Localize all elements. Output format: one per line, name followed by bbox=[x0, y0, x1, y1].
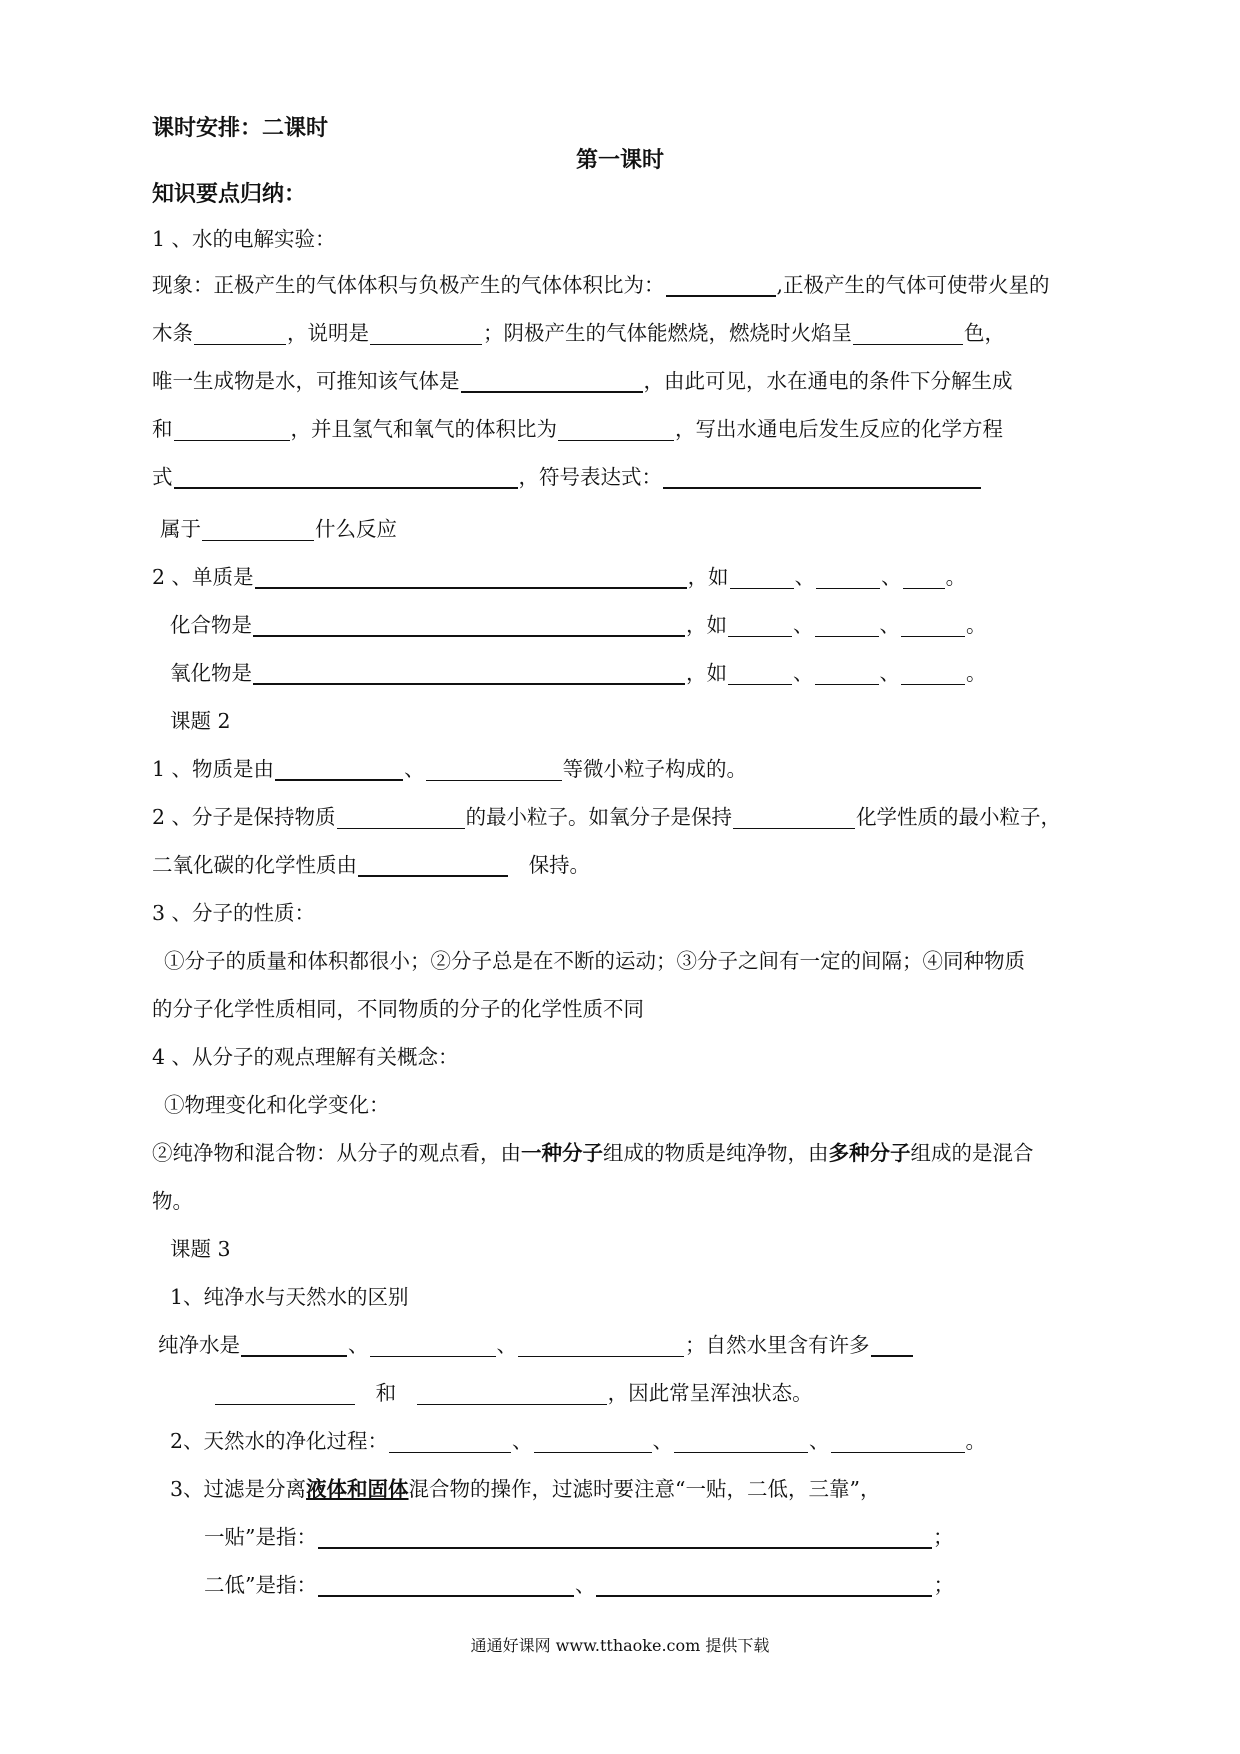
fill-blank[interactable] bbox=[417, 1382, 607, 1405]
text: 的最小粒子。如氧分子是保持 bbox=[465, 805, 733, 829]
text: 唯一生成物是水，可推知该气体是 bbox=[152, 369, 460, 393]
fill-blank[interactable] bbox=[728, 614, 792, 637]
text: 。 bbox=[945, 565, 967, 589]
paragraph-line bbox=[170, 1474, 1120, 1504]
text: 组成的物质是纯净物，由 bbox=[603, 1141, 829, 1165]
text: ②纯净物和混合物：从分子的观点看，由 bbox=[152, 1141, 521, 1165]
fill-blank[interactable] bbox=[901, 662, 965, 685]
fill-blank[interactable] bbox=[202, 518, 314, 541]
fill-blank[interactable] bbox=[318, 1573, 574, 1597]
fill-blank[interactable] bbox=[215, 1382, 355, 1405]
text: ，如 bbox=[686, 613, 727, 637]
paragraph-line: 1、纯净水与天然水的区别 bbox=[170, 1285, 409, 1309]
paragraph-line bbox=[214, 1378, 1164, 1408]
fill-blank[interactable] bbox=[241, 1333, 347, 1357]
page-footer: 通通好课网 www.tthaoke.com 提供下载 bbox=[470, 1636, 770, 1655]
fill-blank[interactable] bbox=[534, 1430, 652, 1453]
emphasis: 液体和固体 bbox=[306, 1477, 409, 1501]
text: 、 bbox=[512, 1429, 533, 1453]
fill-blank[interactable] bbox=[728, 662, 792, 685]
paragraph-line: 物。 bbox=[152, 1189, 193, 1213]
fill-blank[interactable] bbox=[174, 418, 290, 441]
fill-blank[interactable] bbox=[853, 322, 963, 345]
text: ，由此可见，水在通电的条件下分解生成 bbox=[643, 369, 1013, 393]
text: 、 bbox=[793, 613, 814, 637]
text: 、 bbox=[652, 1429, 674, 1453]
fill-blank[interactable] bbox=[596, 1573, 932, 1597]
text: ； bbox=[932, 1525, 954, 1549]
topic3-title: 课题 3 bbox=[170, 1237, 231, 1261]
text: ，如 bbox=[687, 565, 729, 589]
paragraph-line bbox=[170, 1426, 1120, 1456]
fill-blank[interactable] bbox=[275, 757, 403, 781]
text: 、 bbox=[348, 1333, 369, 1357]
fill-blank[interactable] bbox=[831, 1430, 965, 1453]
text: 1 、物质是由 bbox=[152, 757, 275, 781]
paragraph-line bbox=[152, 1138, 1102, 1168]
text: 。 bbox=[966, 613, 987, 637]
fill-blank[interactable] bbox=[815, 662, 879, 685]
fill-blank[interactable] bbox=[255, 565, 687, 589]
text: 属于 bbox=[160, 517, 201, 541]
fill-blank[interactable] bbox=[815, 614, 879, 637]
text: 、 bbox=[793, 661, 814, 685]
paragraph-line: 3 、分子的性质： bbox=[152, 901, 316, 925]
fill-blank[interactable] bbox=[666, 273, 776, 297]
text: 保持。 bbox=[528, 853, 591, 877]
fill-blank[interactable] bbox=[903, 566, 945, 589]
summary-heading: 知识要点归纳： bbox=[152, 182, 307, 207]
paragraph-line bbox=[204, 1570, 1154, 1600]
fill-blank[interactable] bbox=[253, 613, 685, 637]
fill-blank[interactable] bbox=[426, 758, 562, 781]
text: 3、过滤是分离 bbox=[170, 1477, 307, 1501]
text: 一贴”是指： bbox=[204, 1525, 317, 1549]
paragraph-line bbox=[160, 514, 1110, 544]
paragraph-line: ①分子的质量和体积都很小；②分子总是在不断的运动；③分子之间有一定的间隔；④同种物质 bbox=[164, 949, 1025, 973]
text: 什么反应 bbox=[315, 517, 397, 541]
fill-blank[interactable] bbox=[871, 1333, 913, 1357]
paragraph-line bbox=[152, 414, 1102, 444]
text: 等微小粒子构成的。 bbox=[562, 757, 748, 781]
fill-blank[interactable] bbox=[337, 806, 465, 829]
paragraph-line bbox=[152, 366, 1102, 396]
text: 氧化物是 bbox=[170, 661, 252, 685]
emphasis: 一种分子 bbox=[521, 1141, 603, 1165]
paragraph-line bbox=[152, 270, 1102, 300]
text: 二氧化碳的化学性质由 bbox=[152, 853, 357, 877]
paragraph-line: ①物理变化和化学变化： bbox=[164, 1093, 390, 1117]
fill-blank[interactable] bbox=[370, 322, 482, 345]
text: ，并且氢气和氧气的体积比为 bbox=[290, 417, 557, 441]
text: 、 bbox=[404, 757, 425, 781]
item-oxide bbox=[170, 658, 1120, 688]
emphasis: 多种分子 bbox=[828, 1141, 911, 1165]
fill-blank[interactable] bbox=[558, 418, 674, 441]
schedule-heading: 课时安排：二课时 bbox=[152, 116, 329, 141]
text: ，符号表达式： bbox=[518, 465, 662, 489]
text: ，说明是 bbox=[287, 321, 369, 345]
fill-blank[interactable] bbox=[518, 1334, 684, 1357]
topic2-title: 课题 2 bbox=[170, 709, 231, 733]
text: 现象：正极产生的气体体积与负极产生的气体体积比为： bbox=[152, 273, 665, 297]
text: ，写出水通电后发生反应的化学方程 bbox=[675, 417, 1003, 441]
text: ；自然水里含有许多 bbox=[685, 1333, 870, 1357]
paragraph-line bbox=[152, 850, 1102, 880]
text: 、 bbox=[794, 565, 816, 589]
fill-blank[interactable] bbox=[816, 566, 880, 589]
text: 2、天然水的净化过程： bbox=[170, 1429, 389, 1453]
text: 、 bbox=[574, 1573, 596, 1597]
paragraph-line bbox=[152, 754, 1102, 784]
text: 木条 bbox=[152, 321, 193, 345]
text: 化学性质的最小粒子， bbox=[856, 805, 1062, 829]
text: ； bbox=[933, 1573, 954, 1597]
fill-blank[interactable] bbox=[901, 614, 965, 637]
text: 、 bbox=[879, 613, 900, 637]
fill-blank[interactable] bbox=[730, 566, 794, 589]
text: ；阴极产生的气体能燃烧，燃烧时火焰呈 bbox=[483, 321, 852, 345]
item-element bbox=[152, 562, 1102, 592]
text: 2 、分子是保持物质 bbox=[152, 805, 336, 829]
fill-blank[interactable] bbox=[194, 322, 286, 345]
text: 纯净水是 bbox=[158, 1333, 240, 1357]
fill-blank[interactable] bbox=[461, 369, 643, 393]
item-electrolysis: 1 、水的电解实验： bbox=[152, 227, 336, 251]
paragraph-line bbox=[158, 1330, 1108, 1360]
text: ，因此常呈浑浊状态。 bbox=[607, 1381, 813, 1405]
text: 、 bbox=[809, 1429, 830, 1453]
fill-blank[interactable] bbox=[253, 661, 685, 685]
text: 和 bbox=[375, 1381, 397, 1405]
text: ，如 bbox=[686, 661, 727, 685]
fill-blank[interactable] bbox=[389, 1430, 511, 1453]
text: 、 bbox=[496, 1333, 517, 1357]
paragraph-line bbox=[204, 1522, 1154, 1552]
fill-blank[interactable] bbox=[663, 465, 981, 489]
text: 、 bbox=[881, 565, 902, 589]
paragraph-line bbox=[152, 802, 1102, 832]
paragraph-line: 的分子化学性质相同，不同物质的分子的化学性质不同 bbox=[152, 997, 644, 1021]
fill-blank[interactable] bbox=[733, 806, 855, 829]
fill-blank[interactable] bbox=[174, 465, 518, 489]
text: 2 、单质是 bbox=[152, 565, 254, 589]
text: 和 bbox=[152, 417, 173, 441]
text: ,正极产生的气体可使带火星的 bbox=[776, 273, 1050, 297]
lesson-title: 第一课时 bbox=[575, 148, 664, 173]
fill-blank[interactable] bbox=[318, 1525, 932, 1549]
text: 化合物是 bbox=[170, 613, 252, 637]
fill-blank[interactable] bbox=[358, 853, 508, 877]
paragraph-line: 4 、从分子的观点理解有关概念： bbox=[152, 1045, 459, 1069]
fill-blank[interactable] bbox=[370, 1334, 496, 1357]
text: 、 bbox=[879, 661, 900, 685]
paragraph-line bbox=[152, 462, 1102, 492]
text: 色， bbox=[964, 321, 1005, 345]
text: 二低”是指： bbox=[204, 1573, 317, 1597]
text: 式 bbox=[152, 465, 173, 489]
item-compound bbox=[170, 610, 1120, 640]
fill-blank[interactable] bbox=[674, 1430, 808, 1453]
text: 。 bbox=[966, 661, 987, 685]
text: 。 bbox=[965, 1429, 987, 1453]
text: 混合物的操作，过滤时要注意“一贴，二低，三靠”， bbox=[408, 1477, 881, 1501]
paragraph-line bbox=[152, 318, 1102, 348]
text: 组成的是混合 bbox=[910, 1141, 1034, 1165]
